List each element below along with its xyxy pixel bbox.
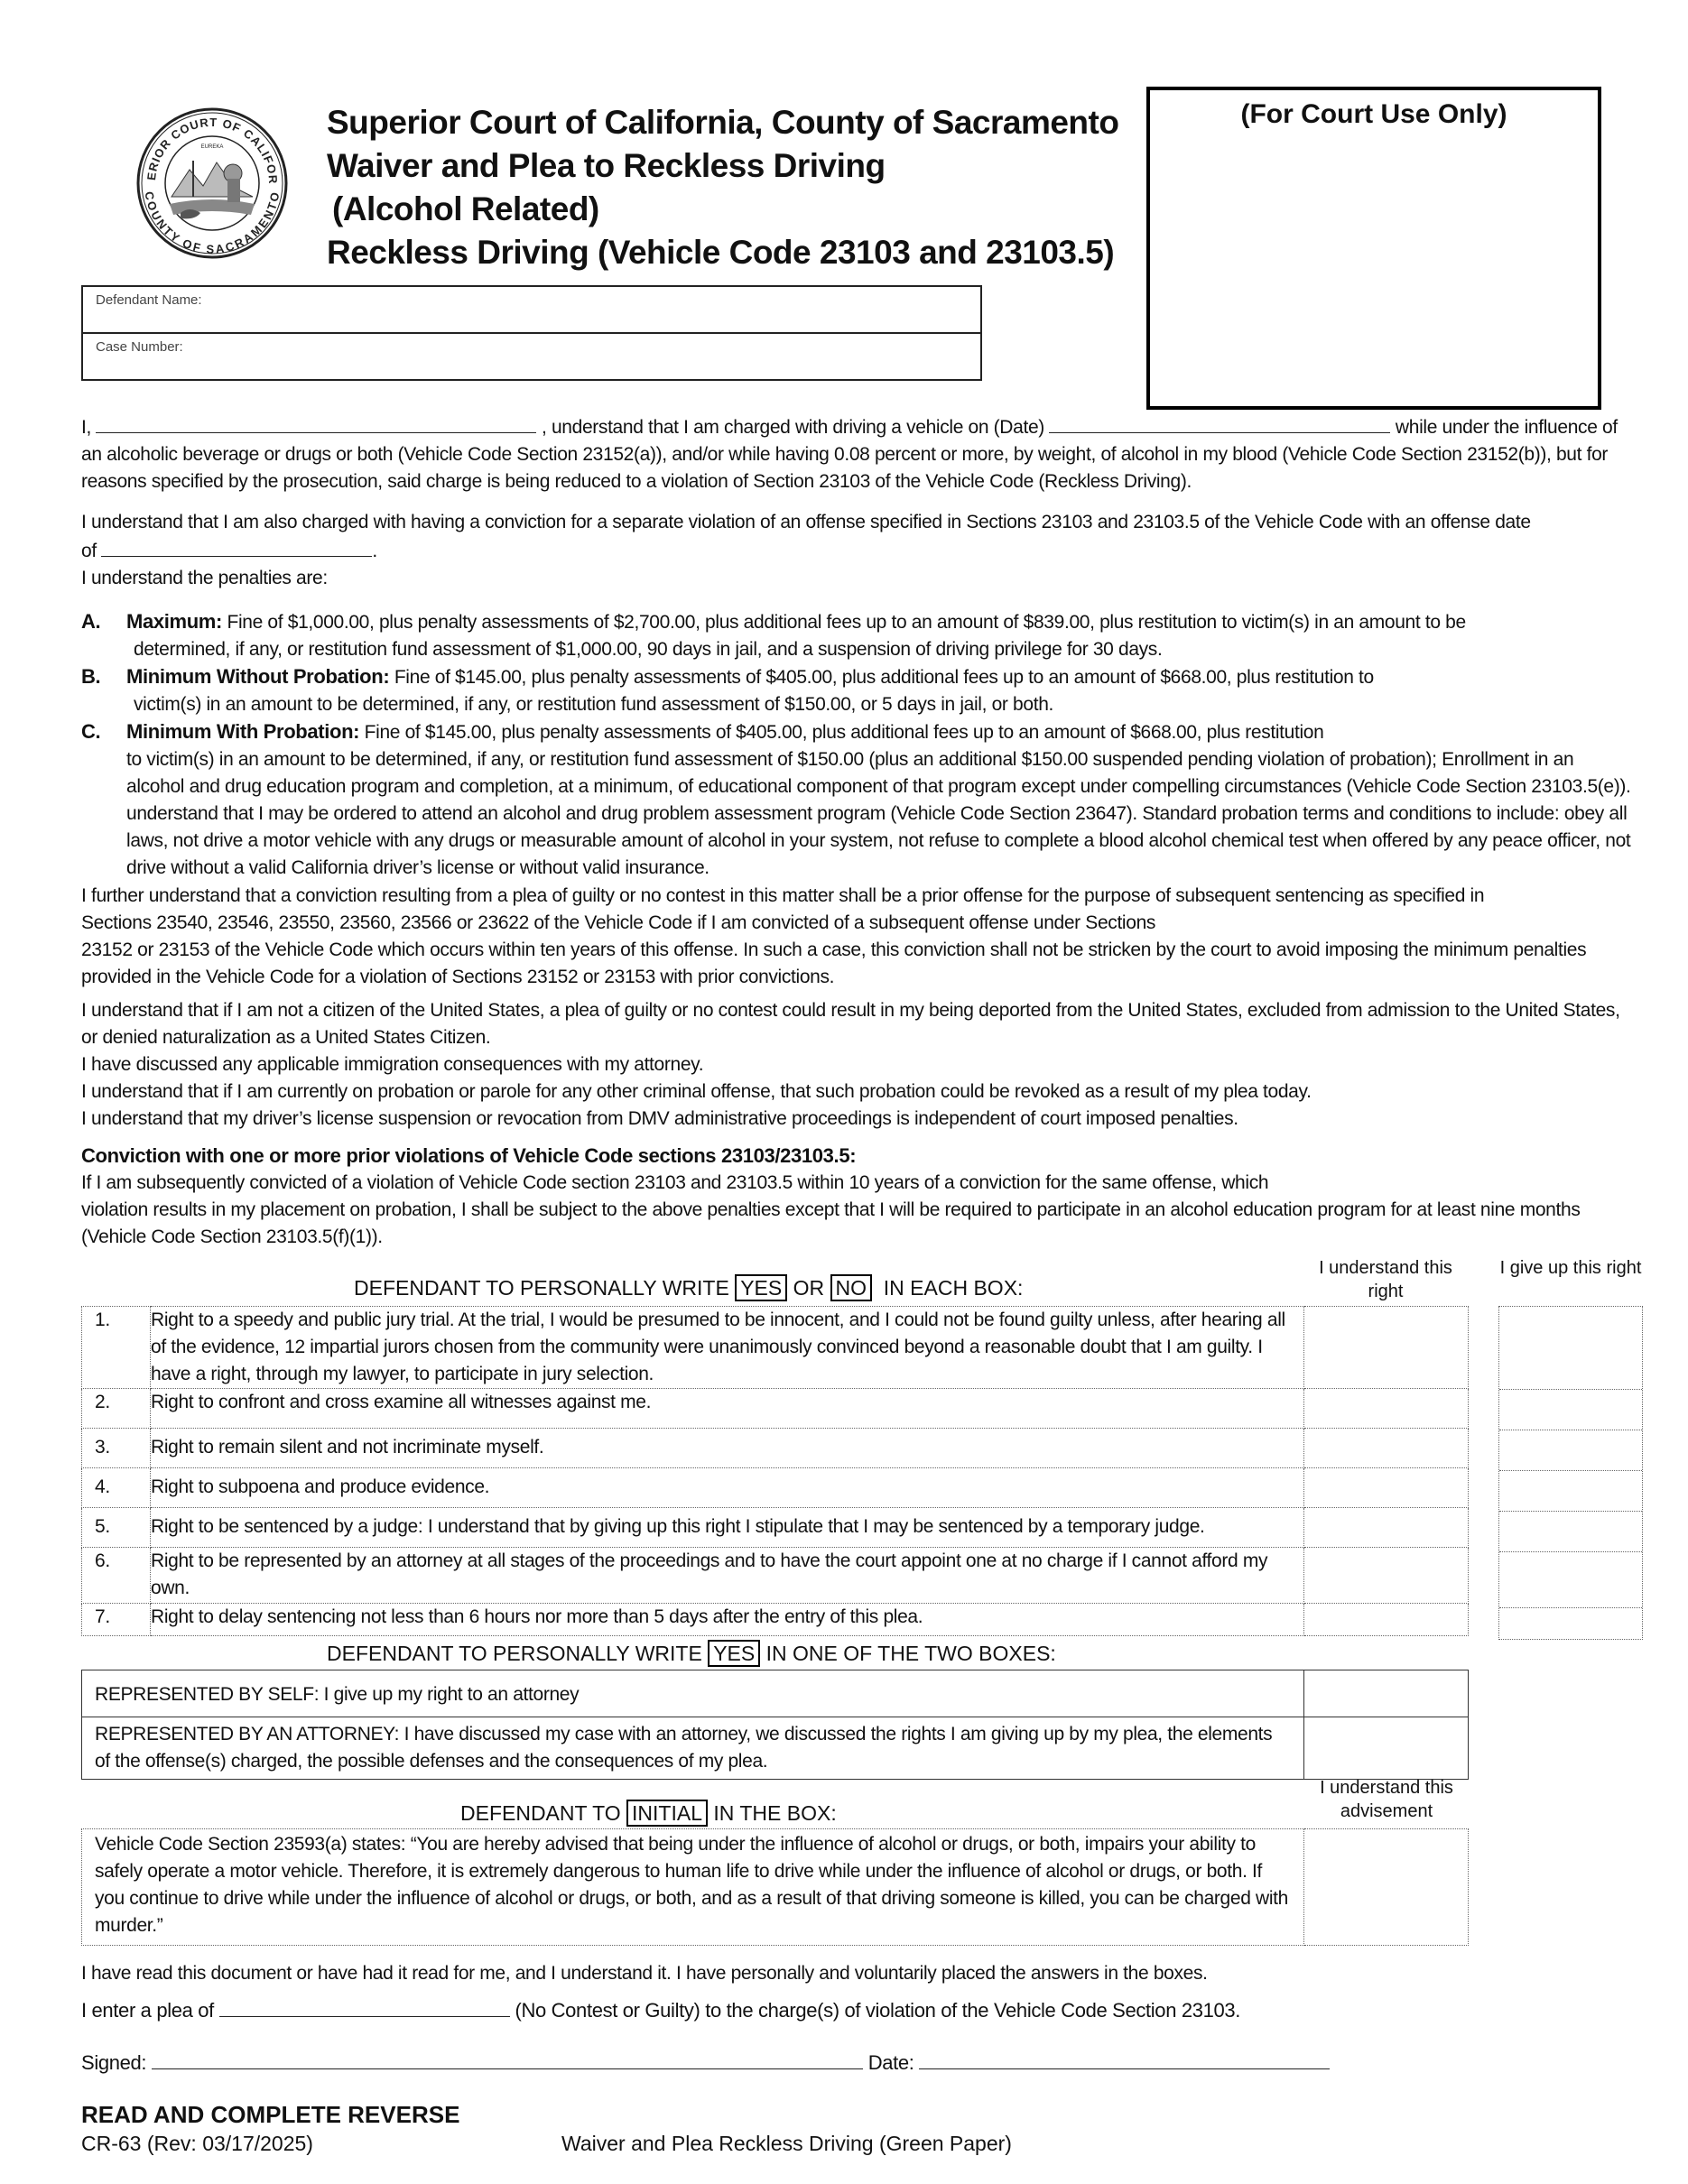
represented-attorney-text: REPRESENTED BY AN ATTORNEY: I have discussed my case with an attorney, we discussed the rights I am giving up by my plea, the elements of the offense(s) charged, the possible defenses and the consequences of my plea.	[82, 1717, 1304, 1780]
title-court: Superior Court of California, County of Sacramento	[327, 104, 1119, 141]
give-up-column	[1498, 1306, 1643, 1640]
represented-self-box[interactable]	[1304, 1670, 1469, 1717]
table-row	[82, 1604, 1469, 1636]
title-alcohol: (Alcohol Related)	[332, 190, 599, 227]
defendant-name-blank[interactable]	[96, 412, 536, 433]
represented-attorney-box[interactable]	[1304, 1717, 1469, 1780]
further-line3: 23152 or 23153 of the Vehicle Code which occurs within ten years of this offense. In such a case, this conviction shall not be stricken by the court to avoid imposing the minimum penalties provided in the Vehicle Code for a violation of Sections 23152 or 23153 with prior convictions.	[81, 939, 1587, 987]
intro-rest: influence of an alcoholic beverage or drugs or both (Vehicle Code Section 23152(a)), and/or while having 0.08 percent or more, by weight, of alcohol in my blood (Vehicle Code Section 23152(b)), but for reasons specified by the prosecution, said charge is being reduced to a violation of Section 23103 of the Vehicle Code (Reckless Driving).	[81, 417, 1618, 492]
plea-tail: (No Contest or Guilty) to the charge(s) of violation of the Vehicle Code Section 23103.	[515, 1999, 1241, 2022]
right-text: Right to a speedy and public jury trial. At the trial, I would be presumed to be innocent, and I could not be found guilty unless, after hearing all of the evidence, 12 impartial jurors chosen from the community were unanimously convinced beyond a reasonable doubt that I am guilty. I have a right, through my lawyer, to participate in jury selection.	[151, 1307, 1304, 1389]
table-row	[82, 1670, 1469, 1717]
intro-while: while under the	[1395, 417, 1520, 438]
also-charged-tail: Code with an offense date	[1318, 512, 1531, 532]
understand-box-4[interactable]	[1304, 1468, 1469, 1508]
also-charged-text: I understand that I am also charged with having a conviction for a separate violation of an offense specified in Sections 23103 and 23103.5 of the Vehicle	[81, 512, 1314, 532]
understand-box-5[interactable]	[1304, 1508, 1469, 1548]
also-charged-paragraph	[81, 509, 1634, 592]
offense-date-blank[interactable]	[101, 536, 372, 557]
table-row	[82, 1717, 1469, 1780]
defendant-name-label: Defendant Name:	[96, 292, 202, 308]
further-paragraph	[81, 883, 1634, 991]
defendant-info-box	[81, 285, 982, 381]
penalty-text: Fine of $1,000.00, plus penalty assessments of $2,700.00, plus additional fees up to an amount of $839.00, plus restitution to victim(s) in an amount to be	[227, 612, 1466, 633]
table-row	[82, 1429, 1469, 1468]
intro-charged: , understand that I am charged with driving a vehicle on (Date)	[541, 417, 1044, 438]
penalty-cont: victim(s) in an amount to be determined, if any, or restitution fund assessment of $150.00, or 5 days in jail, or both.	[134, 694, 1054, 715]
penalty-text: Fine of $145.00, plus penalty assessments of $405.00, plus additional fees up to an amount of $668.00, plus restitution to	[394, 667, 1374, 688]
intro-paragraph	[81, 412, 1634, 495]
rights-or: OR	[793, 1276, 825, 1300]
table-row	[82, 1389, 1469, 1429]
also-charged-period: .	[372, 541, 377, 561]
seal-motto: EUREKA	[200, 144, 224, 150]
closing-statement: I have read this document or have had it read for me, and I understand it. I have personally and voluntarily placed the answers in the boxes.	[81, 1963, 1208, 1984]
plea-line	[81, 1996, 1634, 2024]
plea-blank[interactable]	[219, 1996, 510, 2017]
right-text: Right to be sentenced by a judge: I understand that by giving up this right I stipulate that I may be sentenced by a temporary judge.	[151, 1508, 1304, 1548]
col-advisement-header: I understand this advisement	[1320, 1778, 1453, 1821]
table-row	[82, 1468, 1469, 1508]
signature-line	[81, 2049, 1634, 2077]
court-seal	[135, 106, 289, 260]
prior-line2: violation results in my placement on probation, I shall be subject to the above penalties except that I will be required to participate in an alcohol education program for at least nine months (Vehicle Code Section 23103.5(f)(1)).	[81, 1199, 1581, 1247]
penalties-list	[81, 608, 1634, 882]
also-charged-of: of	[81, 541, 97, 561]
title-form: Waiver and Plea to Reckless Driving	[327, 147, 886, 184]
rights-instruction	[354, 1276, 1023, 1300]
court-use-box	[1146, 87, 1601, 410]
right-number: 3.	[82, 1429, 151, 1468]
right-text: Right to remain silent and not incriminate myself.	[151, 1429, 1304, 1468]
give-up-box-2[interactable]	[1499, 1390, 1642, 1430]
penalty-min-with-probation	[81, 718, 1634, 882]
penalty-cont: determined, if any, or restitution fund assessment of $1,000.00, 90 days in jail, and a suspension of driving privilege for 30 days.	[134, 639, 1163, 660]
rep-instruction	[327, 1642, 1056, 1666]
rights-tail: IN EACH BOX:	[883, 1276, 1024, 1300]
table-row	[82, 1829, 1469, 1946]
right-text: Right to be represented by an attorney at all stages of the proceedings and to have the court appoint one at no charge if I cannot afford my own.	[151, 1548, 1304, 1604]
give-up-box-7[interactable]	[1499, 1608, 1642, 1639]
signed-label: Signed:	[81, 2051, 147, 2074]
title-code: Reckless Driving (Vehicle Code 23103 and 23103.5)	[327, 234, 1115, 271]
further-line1: I further understand that a conviction resulting from a plea of guilty or no contest in this matter shall be a prior offense for the purpose of subsequent sentencing as specified in	[81, 885, 1485, 906]
seal-top-text: ERIOR COURT OF CALIFOR	[144, 115, 281, 185]
table-row	[82, 1307, 1469, 1389]
table-row	[82, 1508, 1469, 1548]
penalty-title: Minimum With Probation:	[126, 720, 360, 743]
penalty-title: Minimum Without Probation:	[126, 665, 390, 688]
advisement-instruction	[460, 1801, 837, 1826]
rights-lead: DEFENDANT TO PERSONALLY WRITE	[354, 1276, 729, 1300]
penalty-text: Fine of $145.00, plus penalty assessments of $405.00, plus additional fees up to an amount of $668.00, plus restitution	[364, 722, 1324, 743]
citizenship-paragraph	[81, 997, 1634, 1133]
right-number: 6.	[82, 1548, 151, 1604]
penalties-intro: I understand the penalties are:	[81, 568, 328, 588]
citizen-line2: I have discussed any applicable immigration consequences with my attorney.	[81, 1054, 704, 1075]
penalty-title: Maximum:	[126, 610, 222, 633]
citizen-line4: I understand that my driver’s license suspension or revocation from DMV administrative proceedings is independent of court imposed penalties.	[81, 1108, 1238, 1129]
right-text: Right to delay sentencing not less than 6 hours nor more than 5 days after the entry of this plea.	[151, 1604, 1304, 1636]
rep-lead: DEFENDANT TO PERSONALLY WRITE	[327, 1642, 702, 1665]
represented-self-text: REPRESENTED BY SELF: I give up my right to an attorney	[82, 1670, 1304, 1717]
understand-box-3[interactable]	[1304, 1429, 1469, 1468]
yes-keyword: YES	[708, 1640, 760, 1667]
right-number: 4.	[82, 1468, 151, 1508]
give-up-box-4[interactable]	[1499, 1471, 1642, 1512]
prior-line1: If I am subsequently convicted of a violation of Vehicle Code section 23103 and 23103.5 within 10 years of a conviction for the same offense, which	[81, 1172, 1269, 1193]
signature-date-blank[interactable]	[919, 2049, 1330, 2069]
advisement-lead: DEFENDANT TO	[460, 1801, 621, 1825]
date-label: Date:	[867, 2051, 914, 2074]
form-description: Waiver and Plea Reckless Driving (Green Paper)	[561, 2132, 1012, 2155]
penalty-maximum	[81, 608, 1634, 663]
rep-tail: IN ONE OF THE TWO BOXES:	[765, 1642, 1056, 1665]
understand-box-7[interactable]	[1304, 1604, 1469, 1636]
give-up-box-3[interactable]	[1499, 1430, 1642, 1471]
seal-bottom-text: COUNTY OF SACRAMENTO	[142, 190, 283, 256]
citizen-line3: I understand that if I am currently on probation or parole for any other criminal offense, that such probation could be revoked as a result of my plea today.	[81, 1081, 1312, 1102]
form-title	[327, 101, 1139, 274]
representation-table	[81, 1670, 1469, 1780]
defendant-name-field[interactable]	[83, 287, 980, 334]
case-number-field[interactable]	[83, 334, 980, 381]
right-number: 5.	[82, 1508, 151, 1548]
citizen-line1: I understand that if I am not a citizen of the United States, a plea of guilty or no contest could result in my being deported from the United States, excluded from admission to the United States, or denied naturalization as a United States Citizen.	[81, 1000, 1620, 1048]
read-reverse-notice: READ AND COMPLETE REVERSE	[81, 2101, 460, 2128]
understand-box-1[interactable]	[1304, 1307, 1469, 1389]
prior-heading: Conviction with one or more prior violations of Vehicle Code sections 23103/23103.5:	[81, 1144, 857, 1167]
initial-keyword: INITIAL	[626, 1800, 708, 1827]
right-number: 1.	[82, 1307, 151, 1389]
advisement-table	[81, 1828, 1469, 1946]
table-row	[82, 1548, 1469, 1604]
plea-lead: I enter a plea of	[81, 1999, 214, 2022]
penalty-cont: to victim(s) in an amount to be determined, if any, or restitution fund assessment of $150.00 (plus an additional $150.00 suspended pending violation of probation); Enrollment in an alcohol and drug education program and completion, at a minimum, of educational component of that program except under compelling circumstances (Vehicle Code Section 23103.5(e)). understand that I may be ordered to attend an alcohol and drug problem assessment program (Vehicle Code Section 23647). Standard probation terms and conditions to include: obey all laws, not drive a motor vehicle with any drugs or measurable amount of alcohol in your system, not refuse to complete a blood alcohol chemical test when offered by any peace officer, not drive without a valid California driver’s license or without valid insurance.	[126, 749, 1631, 878]
give-up-box-1[interactable]	[1499, 1307, 1642, 1390]
right-number: 7.	[82, 1604, 151, 1636]
no-keyword: NO	[830, 1274, 873, 1301]
rights-table	[81, 1306, 1469, 1636]
penalty-letter: A.	[81, 610, 101, 633]
court-seal-icon	[135, 106, 289, 260]
case-number-label: Case Number:	[96, 339, 183, 355]
advisement-text: Vehicle Code Section 23593(a) states: “You are hereby advised that being under the influence of alcohol or drugs, or both, impairs your ability to safely operate a motor vehicle. Therefore, it is extremely dangerous to human life to drive while under the influence of alcohol or drugs, or both. If you continue to drive while under the influence of alcohol or drugs, or both, and as a result of that driving someone is killed, you can be charged with murder.”	[82, 1829, 1304, 1946]
understand-box-6[interactable]	[1304, 1548, 1469, 1604]
court-use-label: (For Court Use Only)	[1240, 99, 1507, 129]
col-understand-header: I understand this right	[1319, 1258, 1452, 1301]
penalty-letter: C.	[81, 720, 101, 743]
understand-box-2[interactable]	[1304, 1389, 1469, 1429]
give-up-box-5[interactable]	[1499, 1512, 1642, 1552]
penalty-min-without-probation	[81, 663, 1634, 718]
prior-conviction-section	[81, 1143, 1634, 1251]
intro-i: I,	[81, 417, 91, 438]
form-number: CR-63 (Rev: 03/17/2025)	[81, 2132, 313, 2155]
advisement-tail: IN THE BOX:	[713, 1801, 837, 1825]
give-up-box-6[interactable]	[1499, 1552, 1642, 1608]
right-text: Right to confront and cross examine all witnesses against me.	[151, 1389, 1304, 1429]
charge-date-blank[interactable]	[1049, 412, 1390, 433]
yes-keyword: YES	[735, 1274, 787, 1301]
right-text: Right to subpoena and produce evidence.	[151, 1468, 1304, 1508]
advisement-initial-box[interactable]	[1304, 1829, 1469, 1946]
right-number: 2.	[82, 1389, 151, 1429]
further-line2: Sections 23540, 23546, 23550, 23560, 23566 or 23622 of the Vehicle Code if I am convicted of a subsequent offense under Sections	[81, 912, 1156, 933]
signature-blank[interactable]	[152, 2049, 863, 2069]
col-give-up-header: I give up this right	[1499, 1258, 1642, 1278]
penalty-letter: B.	[81, 665, 101, 688]
